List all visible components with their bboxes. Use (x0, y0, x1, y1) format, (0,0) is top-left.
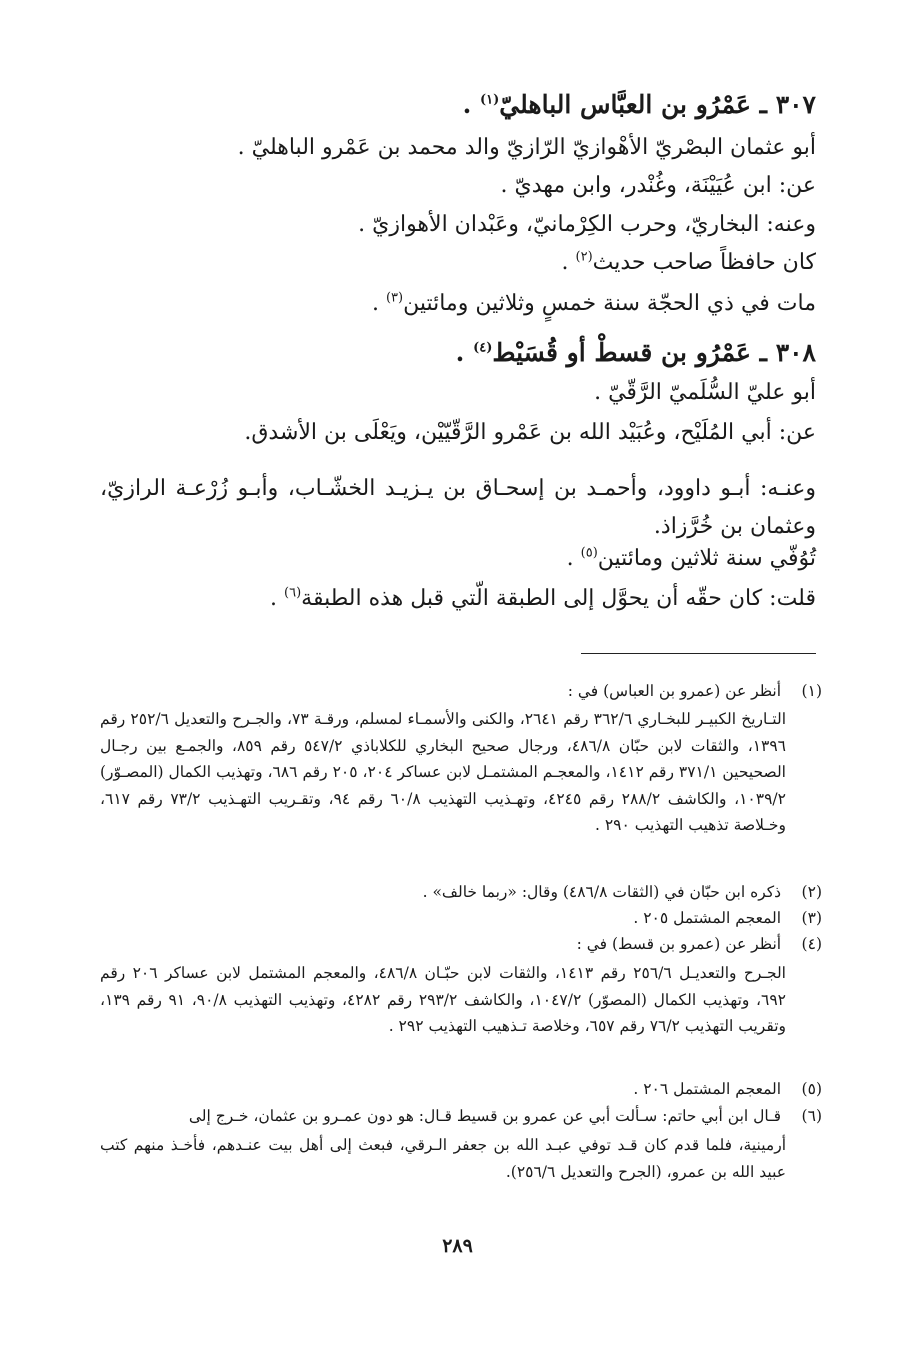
footnote-6-body: أرمينية، فلما قدم كان قـد توفي عبـد الله بن جعفر الـرقي، فبعث إلى أهل بيت عنـدهم، فأخـذ منهم كتب عبيد الله بن عمرو، (الجرح والتعديل ٢٥٦/٦). (100, 1136, 786, 1181)
footnote-text: أنظر عن (عمرو بن قسط) في : (576, 935, 782, 953)
footnote-ref[interactable]: (٥) (580, 545, 598, 561)
page-number: ٢٨٩ (442, 1235, 473, 1257)
entry-307-death: مات في ذي الحجّة سنة خمسٍ وثلاثين ومائتين$^{(٣)}$ . (371, 290, 816, 316)
footnote-divider (581, 653, 816, 654)
footnote-number: (٣) (801, 909, 822, 927)
footnote-2 (423, 883, 822, 901)
footnote-number: (٤) (801, 935, 822, 953)
footnote-ref[interactable]: (٦) (284, 585, 302, 601)
entry-308-teachers: عن: أبي المُلَيْح، وعُبَيْد الله بن عَمْرو الرَّقّيّيْن، ويَعْلَى بن الأشدق. (244, 420, 816, 445)
entry-308-kunya: أبو عليّ السُّلَميّ الرَّقّيّ . (594, 380, 816, 405)
footnote-3 (633, 909, 822, 927)
footnote-text: المعجم المشتمل ٢٠٥ . (633, 909, 782, 927)
entry-307-kunya: أبو عثمان البصْريّ الأهْوازيّ الرّازيّ والد محمد بن عَمْرو الباهليّ . (237, 135, 816, 160)
footnote-text: المعجم المشتمل ٢٠٦ . (633, 1080, 782, 1098)
status-text: كان حافظاً صاحب حديث (592, 250, 816, 275)
footnote-6-lead (189, 1107, 822, 1125)
entry-308-remark: قلت: كان حقّه أن يحوَّل إلى الطبقة الّتي قبل هذه الطبقة$^{(٦)}$ . (270, 585, 816, 611)
entry-307-students: وعنه: البخاريّ، وحرب الكِرْمانيّ، وعَبْدان الأهوازيّ . (358, 212, 816, 237)
death-text: تُوُفّي سنة ثلاثين ومائتين (597, 546, 816, 571)
entry-307-title: ٣٠٧ ـ عَمْرُو بن العبَّاس الباهليّ$^{(١)}$ . (462, 90, 816, 119)
remark-text: قلت: كان حقّه أن يحوَّل إلى الطبقة الّتي قبل هذه الطبقة (301, 586, 816, 611)
footnote-ref[interactable]: (٣) (385, 290, 404, 306)
footnote-ref[interactable]: (٢) (575, 249, 593, 265)
entry-307-status: كان حافظاً صاحب حديث$^{(٢)}$ . (561, 249, 816, 275)
entry-308-title: ٣٠٨ ـ عَمْرُو بن قسطْ أو قُسَيْط$^{(٤)}$ . (455, 338, 816, 367)
footnote-5 (633, 1080, 822, 1098)
death-text: مات في ذي الحجّة سنة خمسٍ وثلاثين ومائتين (403, 291, 816, 316)
entry-308-students: وعنـه: أبـو داوود، وأحمـد بن إسحـاق بن يـزيـد الخشّـاب، وأبـو زُرْعـة الرازيّ، وعثمان بن خُرَّزاذ. (100, 476, 816, 539)
footnote-1-lead (568, 682, 822, 700)
footnote-number: (١) (801, 682, 822, 700)
footnote-1-body: التـاريخ الكبيـر للبخـاري ٣٦٢/٦ رقم ٢٦٤١، والكنى والأسمـاء لمسلم، ورقـة ٧٣، والجـرح والتعديل ٢٥٢/٦ رقم ١٣٩٦، والثقات لابن حبّان ٤٨٦/٨، ورجال صحيح البخاري للكلاباذي ٥٤٧/٢ رقم ٨٥٩، والجمـع بين رجـال الصحيحين ٣٧١/١ رقم ١٤١٢، والمعجـم المشتمـل لابن عساكر ٢٠٤، ٢٠٥ رقم ٦٨٦، وتهذيب الكمال (المصـوّر) ١٠٣٩/٢، والكاشف ٢٨٨/٢ رقم ٤٢٤٥، وتهـذيب التهذيب ٦٠/٨ رقم ٩٤، وتقـريب التهـذيب ٧٣/٢ رقم ٦١٧، وخـلاصة تذهيب التهذيب ٢٩٠ . (100, 710, 787, 834)
footnote-text: قـال ابن أبي حاتم: سـألت أبي عن عمرو بن قسيط قـال: هو دون عمـرو بن عثمان، خـرج إلى (188, 1107, 782, 1125)
footnote-number: (٥) (801, 1080, 822, 1098)
footnote-ref[interactable]: (٤) (473, 340, 493, 356)
footnote-number: (٢) (801, 883, 822, 901)
footnote-text: أنظر عن (عمرو بن العباس) في : (567, 682, 782, 700)
footnote-4-body: الجـرح والتعديـل ٢٥٦/٦ رقم ١٤١٣، والثقات لابن حبّـان ٤٨٦/٨، والمعجم المشتمل لابن عساكر ٢٠٦ رقم ٦٩٢، وتهذيب الكمال (المصوّر) ١٠٤٧/٢، والكاشف ٢٩٣/٢ رقم ٤٢٨٢، وتهذيب التهذيب ٩٠/٨، ٩١ رقم ١٣٩، وتقريب التهذيب ٧٦/٢ رقم ٦٥٧، وخلاصة تـذهيب التهذيب ٢٩٢ . (100, 964, 786, 1035)
entry-title-text: ٣٠٨ ـ عَمْرُو بن قسطْ أو قُسَيْط (492, 338, 816, 367)
entry-308-death: تُوُفّي سنة ثلاثين ومائتين$^{(٥)}$ . (566, 545, 816, 571)
footnote-ref[interactable]: (١) (480, 92, 500, 108)
entry-title-text: ٣٠٧ ـ عَمْرُو بن العبَّاس الباهليّ (499, 90, 816, 119)
footnote-4-lead (577, 935, 822, 953)
footnote-number: (٦) (801, 1107, 822, 1125)
footnote-text: ذكره ابن حبّان في (الثقات ٤٨٦/٨) وقال: «ربما خالف» . (422, 883, 782, 901)
entry-307-teachers: عن: ابن عُيَيْنَة، وغُنْدر، وابن مهديّ . (500, 173, 816, 198)
